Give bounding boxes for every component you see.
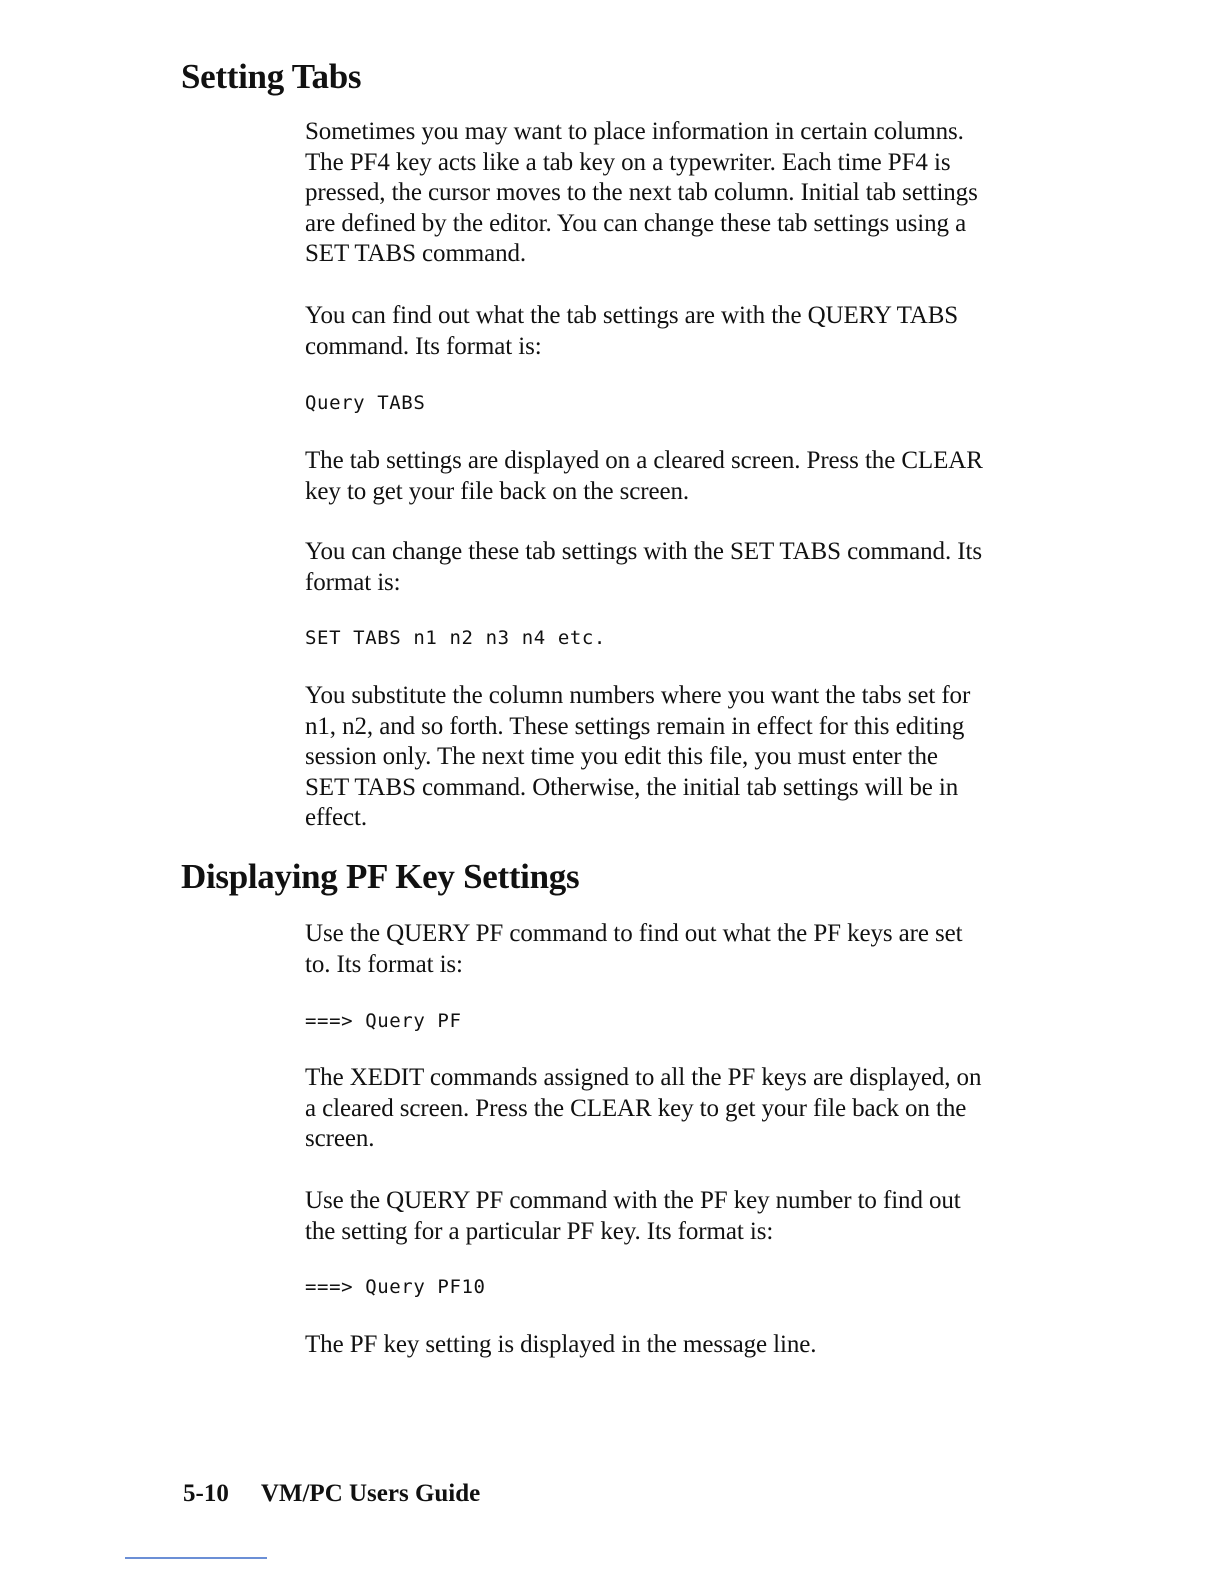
paragraph-set-tabs: You can change these tab settings with the SET TABS command. Its format is:	[305, 538, 982, 596]
paragraph-query-pf-number: Use the QUERY PF command with the PF key number to find out the setting for a particular PF key. Its format is:	[305, 1187, 961, 1245]
heading-setting-tabs: Setting Tabs	[181, 57, 362, 96]
page-number: 5-10	[183, 1480, 229, 1507]
book-title: VM/PC Users Guide	[260, 1480, 481, 1507]
paragraph-tabs-display: The tab settings are displayed on a cleared screen. Press the CLEAR key to get your file back on the screen.	[305, 447, 983, 505]
code-query-pf: ===> Query PF	[305, 1010, 462, 1032]
paragraph-message-line: The PF key setting is displayed in the message line.	[305, 1331, 817, 1358]
code-query-tabs: Query TABS	[305, 392, 426, 414]
code-set-tabs: SET TABS n1 n2 n3 n4 etc.	[305, 627, 606, 649]
code-query-pf10: ===> Query PF10	[305, 1276, 486, 1298]
heading-displaying-pf-keys: Displaying PF Key Settings	[181, 857, 580, 896]
paragraph-query-tabs: You can find out what the tab settings are with the QUERY TABS command. Its format is:	[305, 302, 959, 360]
paragraph-query-pf: Use the QUERY PF command to find out what the PF keys are set to. Its format is:	[305, 920, 963, 978]
paragraph-substitute-columns: You substitute the column numbers where you want the tabs set for n1, n2, and so forth. These settings remain in effect for this editing session only. The next time you edit this file, you must enter the SET TABS command. Otherwise, the initial tab settings will be in effect.	[305, 682, 971, 832]
page-footer	[183, 1478, 480, 1510]
bottom-edge-rule	[125, 1557, 267, 1559]
paragraph-tabs-intro: Sometimes you may want to place information in certain columns. The PF4 key acts like a tab key on a typewriter. Each time PF4 is pressed, the cursor moves to the next tab column. Initial tab settings are defined by the editor. You can change these tab settings using a SET TABS command.	[305, 118, 978, 268]
paragraph-xedit-commands: The XEDIT commands assigned to all the PF keys are displayed, on a cleared screen. Press the CLEAR key to get your file back on the screen.	[305, 1064, 982, 1153]
